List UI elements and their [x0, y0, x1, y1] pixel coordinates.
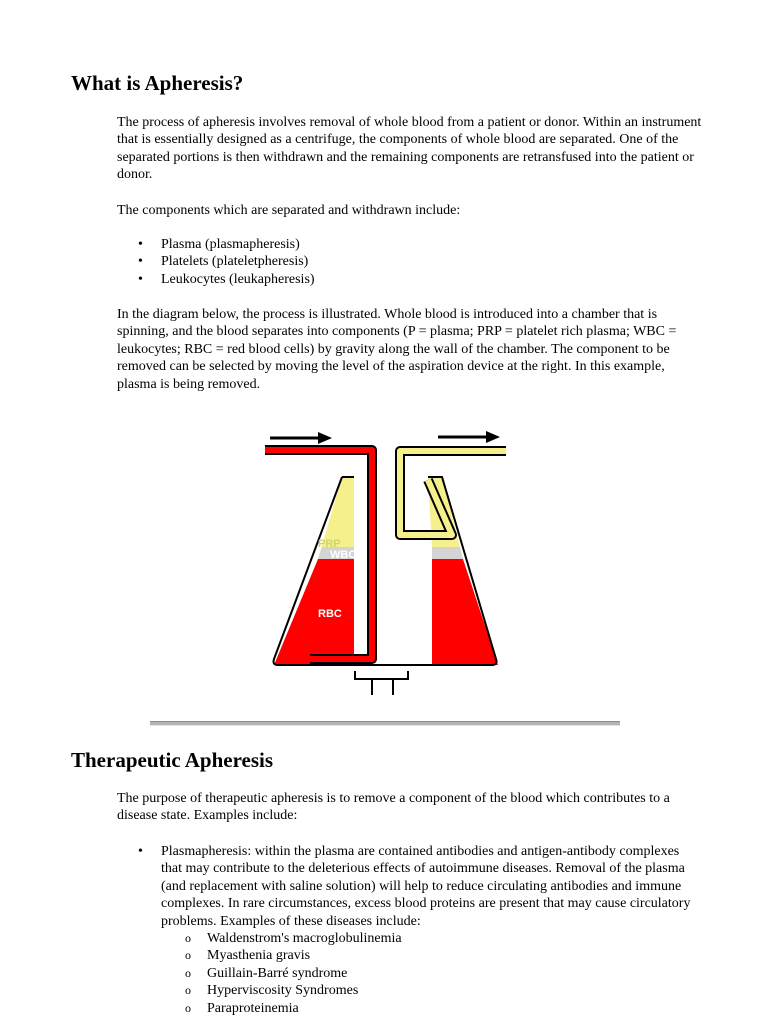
page-title: What is Apheresis? [71, 71, 244, 95]
list-item [117, 843, 691, 1017]
list-item: • Plasma (plasmapheresis) [117, 236, 315, 253]
label-plasma: P [343, 504, 350, 515]
therapeutic-intro: The purpose of therapeutic apheresis is to remove a component of the blood which contributes to a disease state. Examples include: [117, 791, 670, 824]
list-item: o Waldenstrom's macroglobulinemia [161, 930, 691, 947]
section-divider [150, 721, 620, 726]
right-chamber-wall [416, 477, 498, 665]
diagram-description: In the diagram below, the process is illustrated. Whole blood is introduced into a chamber that is spinning, and the blood separates into components (P = plasma; PRP = platelet rich plasma; WBC = leukocytes; RBC = red blood cells) by gravity along the wall of the chamber. The component to be removed can be selected by moving the level of the aspiration device at the right. In this example, plasma is being removed. [117, 307, 677, 392]
label-rbc: RBC [318, 608, 342, 620]
apheresis-diagram [260, 425, 510, 697]
left-chamber-wall [273, 477, 357, 665]
inflow-arrow-icon [270, 432, 332, 444]
plasmapheresis-text: Plasmapheresis: within the plasma are contained antibodies and antigen-antibody complexes that may contribute to the deleterious effects of autoimmune diseases. Removal of the plasma (and replacement with saline solution) will help to reduce circulating antibodies and immune complexes. In rare circumstances, excess blood proteins are present that may cause circulatory problems. Examples of these diseases include: [161, 844, 691, 929]
therapeutic-list [117, 843, 691, 1017]
list-item: o Guillain-Barré syndrome [161, 965, 691, 982]
disease-list [161, 930, 691, 1017]
section-title: Therapeutic Apheresis [71, 748, 274, 772]
list-item: • Leukocytes (leukapheresis) [117, 271, 315, 288]
list-item: • Platelets (plateletpheresis) [117, 253, 315, 270]
outflow-arrow-icon [438, 431, 500, 443]
label-wbc: WBC [330, 549, 357, 561]
list-item: o Hyperviscosity Syndromes [161, 982, 691, 999]
centrifuge-spindle [355, 671, 408, 695]
components-list [117, 236, 315, 288]
label-prp: PRP [318, 538, 341, 550]
intro-paragraph: The process of apheresis involves removal of whole blood from a patient or donor. Within an instrument that is essentially designed as a centrifuge, the components of whole blood are separated. One of the separated portions is then withdrawn and the remaining components are retransfused into the patient or donor. [117, 115, 702, 183]
list-item: o Paraproteinemia [161, 1000, 691, 1017]
components-intro: The components which are separated and withdrawn include: [117, 203, 461, 218]
list-item: o Myasthenia gravis [161, 947, 691, 964]
